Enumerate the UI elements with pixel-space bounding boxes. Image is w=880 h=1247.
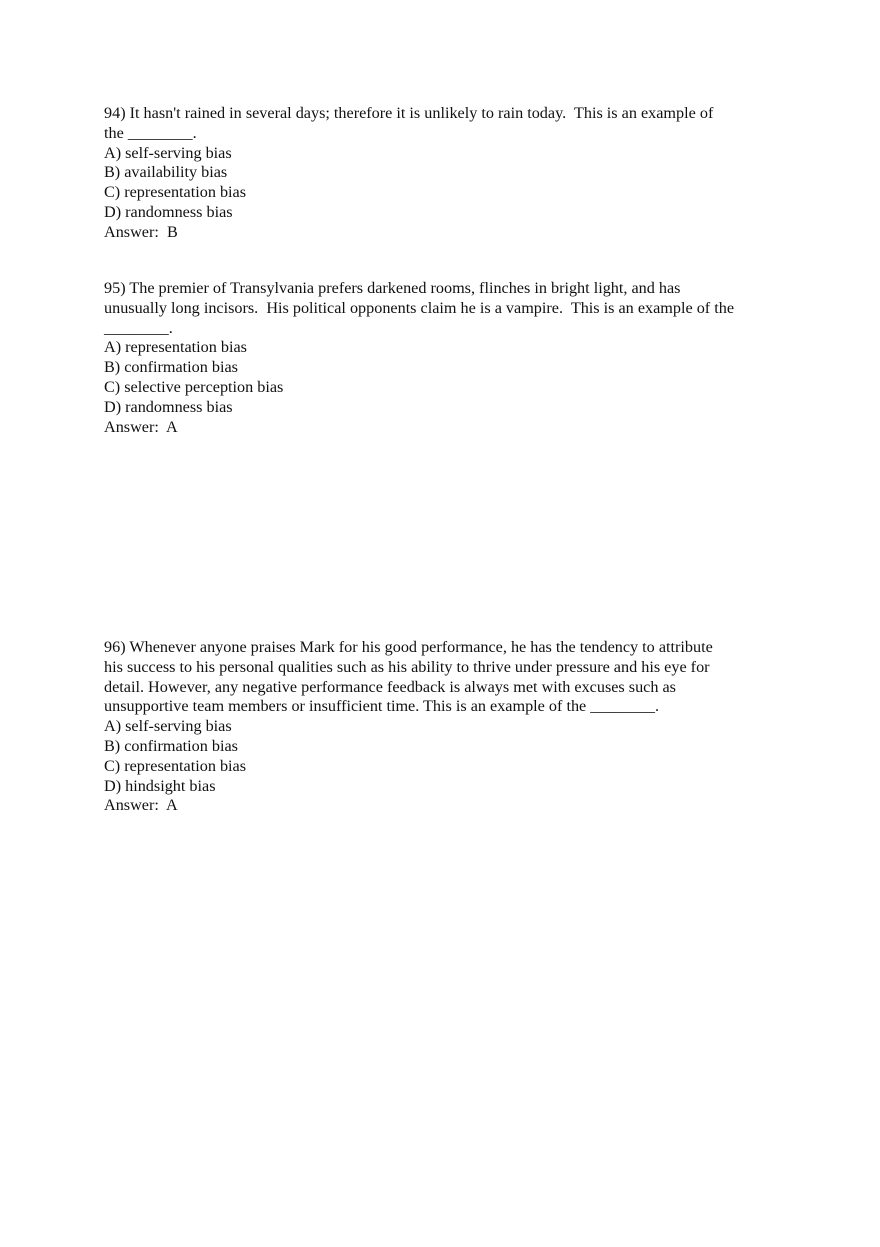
option-b: B) confirmation bias [104, 358, 238, 377]
question-stem-line: 94) It hasn't rained in several days; therefore it is unlikely to rain today. This is an example of [104, 104, 714, 122]
question-95 [104, 279, 794, 437]
question-96 [104, 638, 794, 816]
option-c: C) selective perception bias [104, 377, 284, 396]
answer-line: Answer: B [104, 222, 178, 241]
option-b: B) availability bias [104, 163, 228, 182]
question-stem-line: 95) The premier of Transylvania prefers darkened rooms, flinches in bright light, and has [104, 279, 681, 297]
question-stem-line: his success to his personal qualities such as his ability to thrive under pressure and his eye for [104, 657, 710, 676]
option-d: D) randomness bias [104, 397, 233, 416]
answer-line: Answer: A [104, 796, 178, 815]
question-stem-line: unusually long incisors. His political opponents claim he is a vampire. This is an example of the [104, 298, 735, 317]
question-stem-line: detail. However, any negative performance feedback is always met with excuses such as [104, 677, 676, 696]
option-c: C) representation bias [104, 183, 247, 202]
option-d: D) hindsight bias [104, 776, 216, 795]
option-a: A) representation bias [104, 338, 247, 357]
option-a: A) self-serving bias [104, 717, 232, 736]
option-a: A) self-serving bias [104, 143, 232, 162]
question-stem-line: the ________. [104, 123, 197, 142]
option-c: C) representation bias [104, 756, 247, 775]
option-b: B) confirmation bias [104, 736, 238, 755]
question-stem-line: 96) Whenever anyone praises Mark for his good performance, he has the tendency to attribute [104, 638, 713, 656]
answer-line: Answer: A [104, 417, 178, 436]
option-d: D) randomness bias [104, 202, 233, 221]
question-94 [104, 104, 794, 243]
question-stem-line: ________. [104, 318, 173, 337]
question-stem-line: unsupportive team members or insufficient time. This is an example of the ________. [104, 697, 660, 716]
